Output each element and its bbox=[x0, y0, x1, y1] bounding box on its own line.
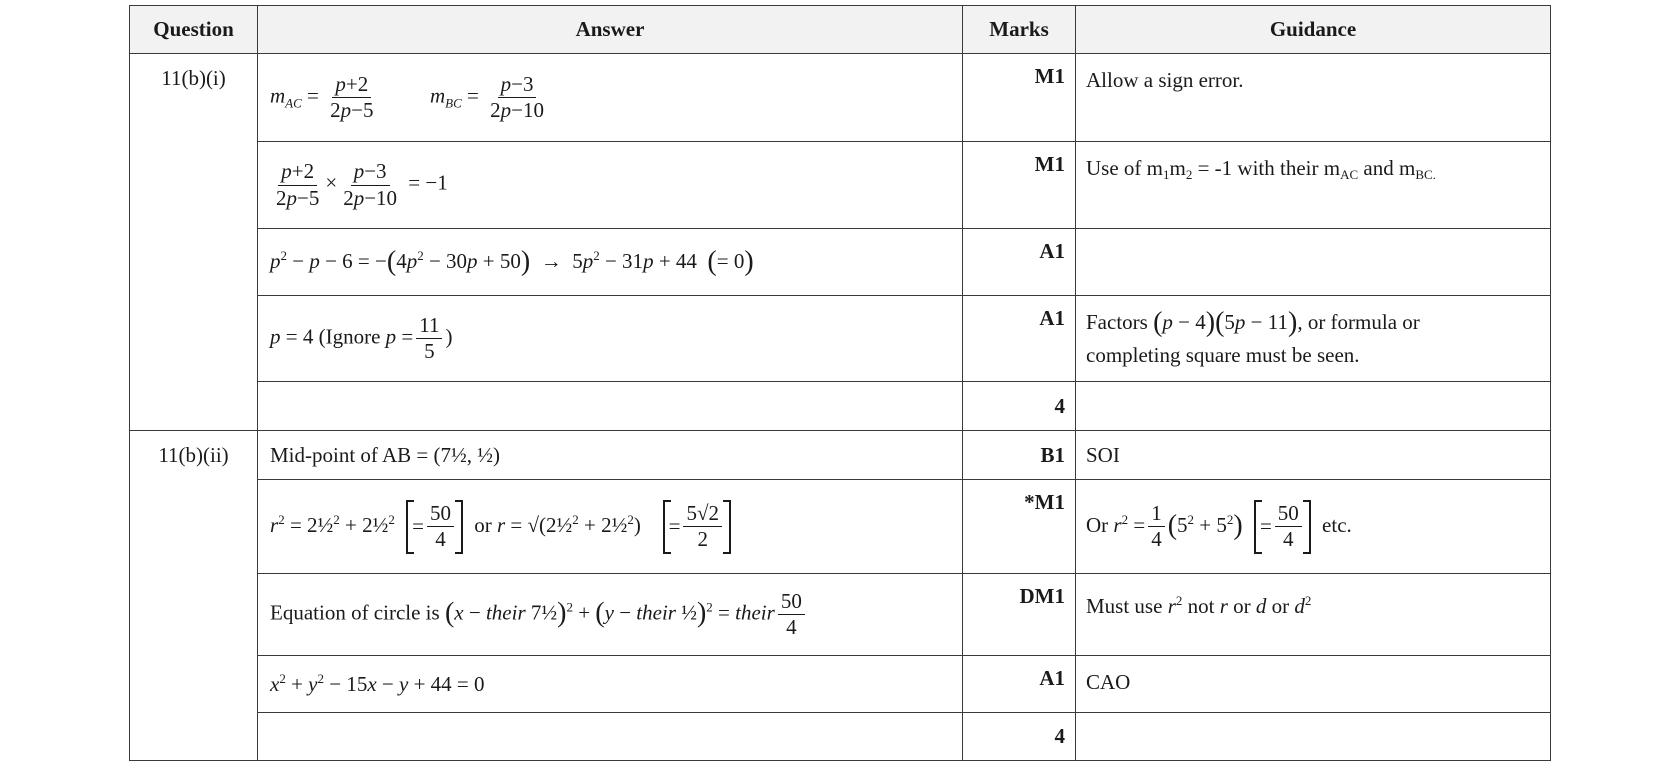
guidance-cell: Use of m1m2 = -1 with their mAC and mBC. bbox=[1076, 142, 1551, 229]
guidance-cell: CAO bbox=[1076, 656, 1551, 713]
guidance-text: or bbox=[1233, 594, 1251, 618]
table-row bbox=[130, 431, 1551, 480]
mark-cell: DM1 bbox=[963, 574, 1076, 656]
total-row bbox=[130, 713, 1551, 761]
answer-cell: $r^2$ = 2½$^2$ + 2½$^2$ = $\frac{50}{4}$ or r = √(2½$^2$ + 2½$^2$) = $\frac{5√2}{2}$ bbox=[258, 480, 963, 574]
guidance-text: not bbox=[1187, 594, 1215, 618]
or-text: or bbox=[474, 512, 492, 537]
table-row bbox=[130, 656, 1551, 713]
mark-cell: *M1 bbox=[963, 480, 1076, 574]
guidance-text: Must use bbox=[1086, 594, 1163, 618]
answer-cell: Equation of circle is (x − their 7½)$^2$ + (y − their ½)$^2$ = their $\frac{50}{4}$ bbox=[258, 574, 963, 656]
answer-cell: $m_{AC}$ = $\frac{p+2}{2p-5}$ $m_{BC}$ = $\frac{p-3}{2p-10}$ bbox=[258, 54, 963, 142]
guidance-text: Factors bbox=[1086, 310, 1148, 334]
mark-cell: M1 bbox=[963, 142, 1076, 229]
header-row bbox=[130, 6, 1551, 54]
guidance-cell bbox=[1076, 713, 1551, 761]
table-row bbox=[130, 142, 1551, 229]
guidance-cell: Factors (p − 4)(5p − 11), or formula or completing square must be seen. bbox=[1076, 296, 1551, 382]
mark-cell: A1 bbox=[963, 656, 1076, 713]
guidance-text: completing square must be seen. bbox=[1086, 343, 1360, 367]
guidance-text: etc. bbox=[1322, 512, 1352, 537]
guidance-text: , or formula or bbox=[1297, 310, 1420, 334]
guidance-text: or bbox=[1271, 594, 1290, 618]
guidance-cell bbox=[1076, 229, 1551, 296]
guidance-text: and m bbox=[1358, 156, 1416, 180]
guidance-header: Guidance bbox=[1076, 6, 1551, 54]
question-label: 11(b)(i) bbox=[130, 54, 258, 431]
total-row bbox=[130, 382, 1551, 431]
mark-cell: M1 bbox=[963, 54, 1076, 142]
mark-cell: A1 bbox=[963, 296, 1076, 382]
mark-cell: B1 bbox=[963, 431, 1076, 480]
guidance-text: Use of m bbox=[1086, 156, 1163, 180]
answer-cell: $p^2 - p - 6 = -(4p^2 - 30p + 50) \to 5p^2 - 31p + 44$ (= 0) bbox=[258, 229, 963, 296]
guidance-cell bbox=[1076, 382, 1551, 431]
question-label: 11(b)(ii) bbox=[130, 431, 258, 761]
answer-cell: $\frac{p+2}{2p-5}$ × $\frac{p-3}{2p-10}$ = −1 bbox=[258, 142, 963, 229]
guidance-cell: Allow a sign error. bbox=[1076, 54, 1551, 142]
answer-text: Equation of circle is bbox=[270, 600, 440, 625]
close-paren: ) bbox=[445, 324, 453, 349]
guidance-cell: Must use $r^2$ not r or d or $d^2$ bbox=[1076, 574, 1551, 656]
mark-scheme-table bbox=[129, 5, 1551, 761]
answer-header: Answer bbox=[258, 6, 963, 54]
marks-header: Marks bbox=[963, 6, 1076, 54]
table-row bbox=[130, 480, 1551, 574]
guidance-cell: SOI bbox=[1076, 431, 1551, 480]
guidance-text: = -1 with their m bbox=[1192, 156, 1341, 180]
guidance-text: Or bbox=[1086, 512, 1109, 537]
mark-cell: A1 bbox=[963, 229, 1076, 296]
table-row bbox=[130, 54, 1551, 142]
table-row bbox=[130, 296, 1551, 382]
ignore-text: (Ignore bbox=[318, 324, 381, 349]
answer-cell bbox=[258, 713, 963, 761]
answer-cell: Mid-point of AB = (7½, ½) bbox=[258, 431, 963, 480]
guidance-text: AC bbox=[1340, 167, 1359, 182]
table-row bbox=[130, 574, 1551, 656]
guidance-cell: Or $r^2$ = $\frac{1}{4}$ $(5^2 + 5^2)$ = $\frac{50}{4}$ etc. bbox=[1076, 480, 1551, 574]
table-row bbox=[130, 229, 1551, 296]
total-mark: 4 bbox=[963, 382, 1076, 431]
answer-cell: p = 4 (Ignore p = $\frac{11}{5}$ ) bbox=[258, 296, 963, 382]
answer-cell: $x^2 + y^2 - 15x - y + 44 = 0$ bbox=[258, 656, 963, 713]
guidance-text: m bbox=[1169, 156, 1186, 180]
question-header: Question bbox=[130, 6, 258, 54]
guidance-text: BC. bbox=[1415, 167, 1436, 182]
answer-cell bbox=[258, 382, 963, 431]
total-mark: 4 bbox=[963, 713, 1076, 761]
